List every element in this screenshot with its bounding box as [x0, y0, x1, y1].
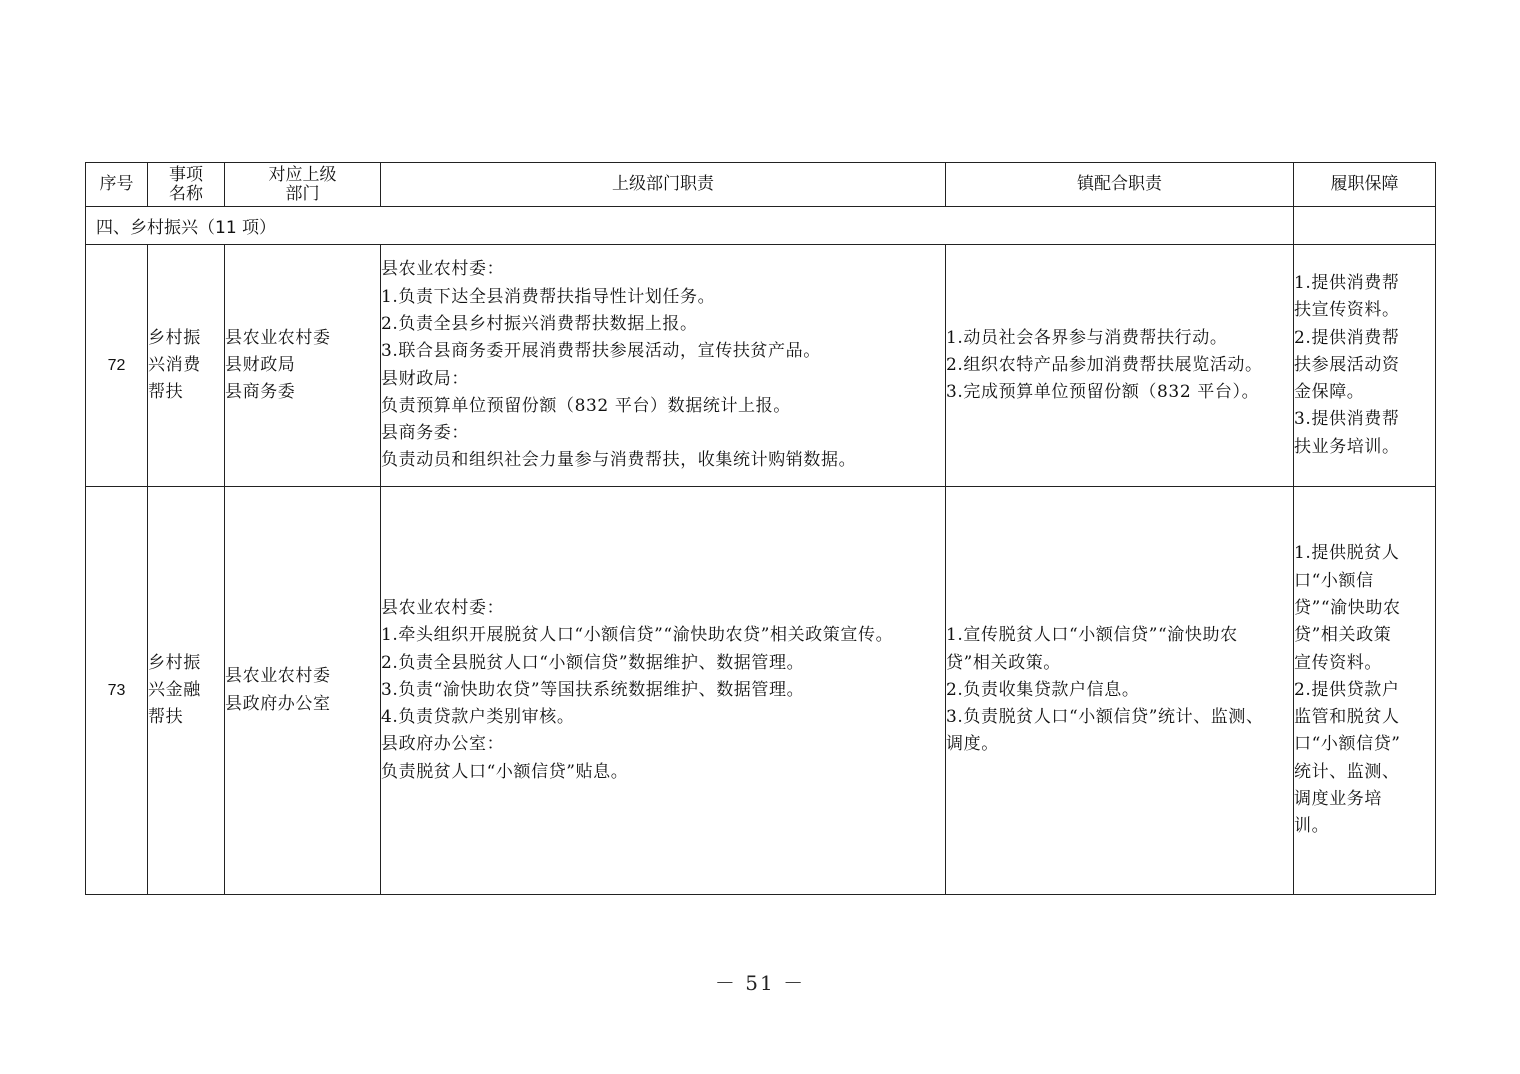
cell-text-line: 1.宣传脱贫人口“小额信贷”“渝快助农 [946, 625, 1238, 646]
cell-text-line: 2.组织农特产品参加消费帮扶展览活动。 [946, 354, 1263, 375]
cell-text-line: 4.负责贷款户类别审核。 [381, 707, 575, 728]
cell-text-line: 乡村振 [148, 327, 201, 348]
cell-text-line: 扶参展活动资 [1294, 354, 1400, 375]
cell-text-line: 口“小额信贷” [1294, 734, 1401, 755]
cell-text-line: 贷”“渝快助农 [1294, 597, 1401, 618]
row-town-duty [946, 245, 1294, 487]
cell-text-line: 县农业农村委 [225, 327, 331, 348]
cell-text-line: 统计、监测、 [1294, 761, 1400, 782]
cell-text-line: 负责动员和组织社会力量参与消费帮扶，收集统计购销数据。 [381, 450, 857, 471]
row-superior-duty [381, 245, 946, 487]
row-dept [225, 245, 381, 487]
cell-text-line: 负责脱贫人口“小额信贷”贴息。 [381, 761, 629, 782]
cell-text-line: 调度。 [946, 734, 999, 755]
cell-text-line: 兴消费 [148, 354, 201, 375]
row-item-name [148, 245, 225, 487]
cell-text-line: 扶宣传资料。 [1294, 300, 1400, 321]
cell-text-line: 县农业农村委： [381, 259, 505, 280]
cell-text-line: 1.提供消费帮 [1294, 272, 1400, 293]
cell-text-line: 1.负责下达全县消费帮扶指导性计划任务。 [381, 286, 716, 307]
header-dept-line: 部门 [285, 183, 320, 204]
cell-text-line: 1.提供脱贫人 [1294, 543, 1400, 564]
cell-text-line: 2.提供消费帮 [1294, 327, 1400, 348]
cell-text-line: 帮扶 [148, 707, 184, 728]
row-guarantee [1294, 245, 1436, 487]
row-superior-duty [381, 487, 946, 895]
header-duty: 上级部门职责 [381, 163, 946, 207]
cell-text-line: 负责预算单位预留份额（832 平台）数据统计上报。 [381, 395, 791, 416]
table-row [86, 245, 1436, 487]
header-name [148, 163, 225, 207]
cell-text-line: 帮扶 [148, 382, 184, 403]
cell-text-line: 3.负责脱贫人口“小额信贷”统计、监测、 [946, 707, 1264, 728]
row-seq: 73 [86, 487, 148, 895]
cell-text-line: 县政府办公室： [381, 734, 505, 755]
cell-text-line: 乡村振 [148, 652, 201, 673]
row-item-name [148, 487, 225, 895]
page-number: － 51 － [714, 971, 806, 995]
cell-text-line: 县农业农村委 [225, 666, 331, 687]
section-title: 四、乡村振兴（11 项） [86, 207, 1294, 245]
cell-text-line: 县商务委： [381, 423, 469, 444]
cell-text-line: 1.动员社会各界参与消费帮扶行动。 [946, 327, 1228, 348]
section-empty-cell [1294, 207, 1436, 245]
cell-text-line: 县农业农村委： [381, 597, 505, 618]
header-seq: 序号 [86, 163, 148, 207]
cell-text-line: 2.负责收集贷款户信息。 [946, 679, 1140, 700]
cell-text-line: 2.负责全县乡村振兴消费帮扶数据上报。 [381, 313, 698, 334]
cell-text-line: 兴金融 [148, 679, 201, 700]
cell-text-line: 县商务委 [225, 382, 296, 403]
cell-text-line: 3.负责“渝快助农贷”等国扶系统数据维护、数据管理。 [381, 679, 805, 700]
header-town: 镇配合职责 [946, 163, 1294, 207]
header-dept-line: 对应上级 [268, 164, 337, 185]
row-seq: 72 [86, 245, 148, 487]
cell-text-line: 贷”相关政策。 [946, 652, 1061, 673]
cell-text-line: 2.提供贷款户 [1294, 679, 1400, 700]
header-guarantee: 履职保障 [1294, 163, 1436, 207]
cell-text-line: 调度业务培 [1294, 789, 1382, 810]
cell-text-line: 扶业务培训。 [1294, 436, 1400, 457]
cell-text-line: 3.联合县商务委开展消费帮扶参展活动，宣传扶贫产品。 [381, 341, 821, 362]
cell-text-line: 训。 [1294, 816, 1330, 837]
row-dept [225, 487, 381, 895]
cell-text-line: 2.负责全县脱贫人口“小额信贷”数据维护、数据管理。 [381, 652, 805, 673]
header-name-line: 名称 [169, 183, 203, 204]
table-header-row [86, 163, 1436, 207]
header-dept [225, 163, 381, 207]
cell-text-line: 3.完成预算单位预留份额（832 平台）。 [946, 382, 1260, 403]
cell-text-line: 金保障。 [1294, 382, 1365, 403]
cell-text-line: 口“小额信 [1294, 570, 1374, 591]
cell-text-line: 监管和脱贫人 [1294, 707, 1400, 728]
cell-text-line: 宣传资料。 [1294, 652, 1382, 673]
cell-text-line: 贷”相关政策 [1294, 625, 1392, 646]
cell-text-line: 1.牵头组织开展脱贫人口“小额信贷”“渝快助农贷”相关政策宣传。 [381, 625, 894, 646]
cell-text-line: 3.提供消费帮 [1294, 409, 1400, 430]
header-name-line: 事项 [169, 164, 203, 185]
row-guarantee [1294, 487, 1436, 895]
cell-text-line: 县政府办公室 [225, 693, 331, 714]
cell-text-line: 县财政局： [381, 368, 469, 389]
table-row [86, 487, 1436, 895]
row-town-duty [946, 487, 1294, 895]
cell-text-line: 县财政局 [225, 354, 296, 375]
section-row [86, 207, 1436, 245]
duty-table [85, 162, 1436, 895]
